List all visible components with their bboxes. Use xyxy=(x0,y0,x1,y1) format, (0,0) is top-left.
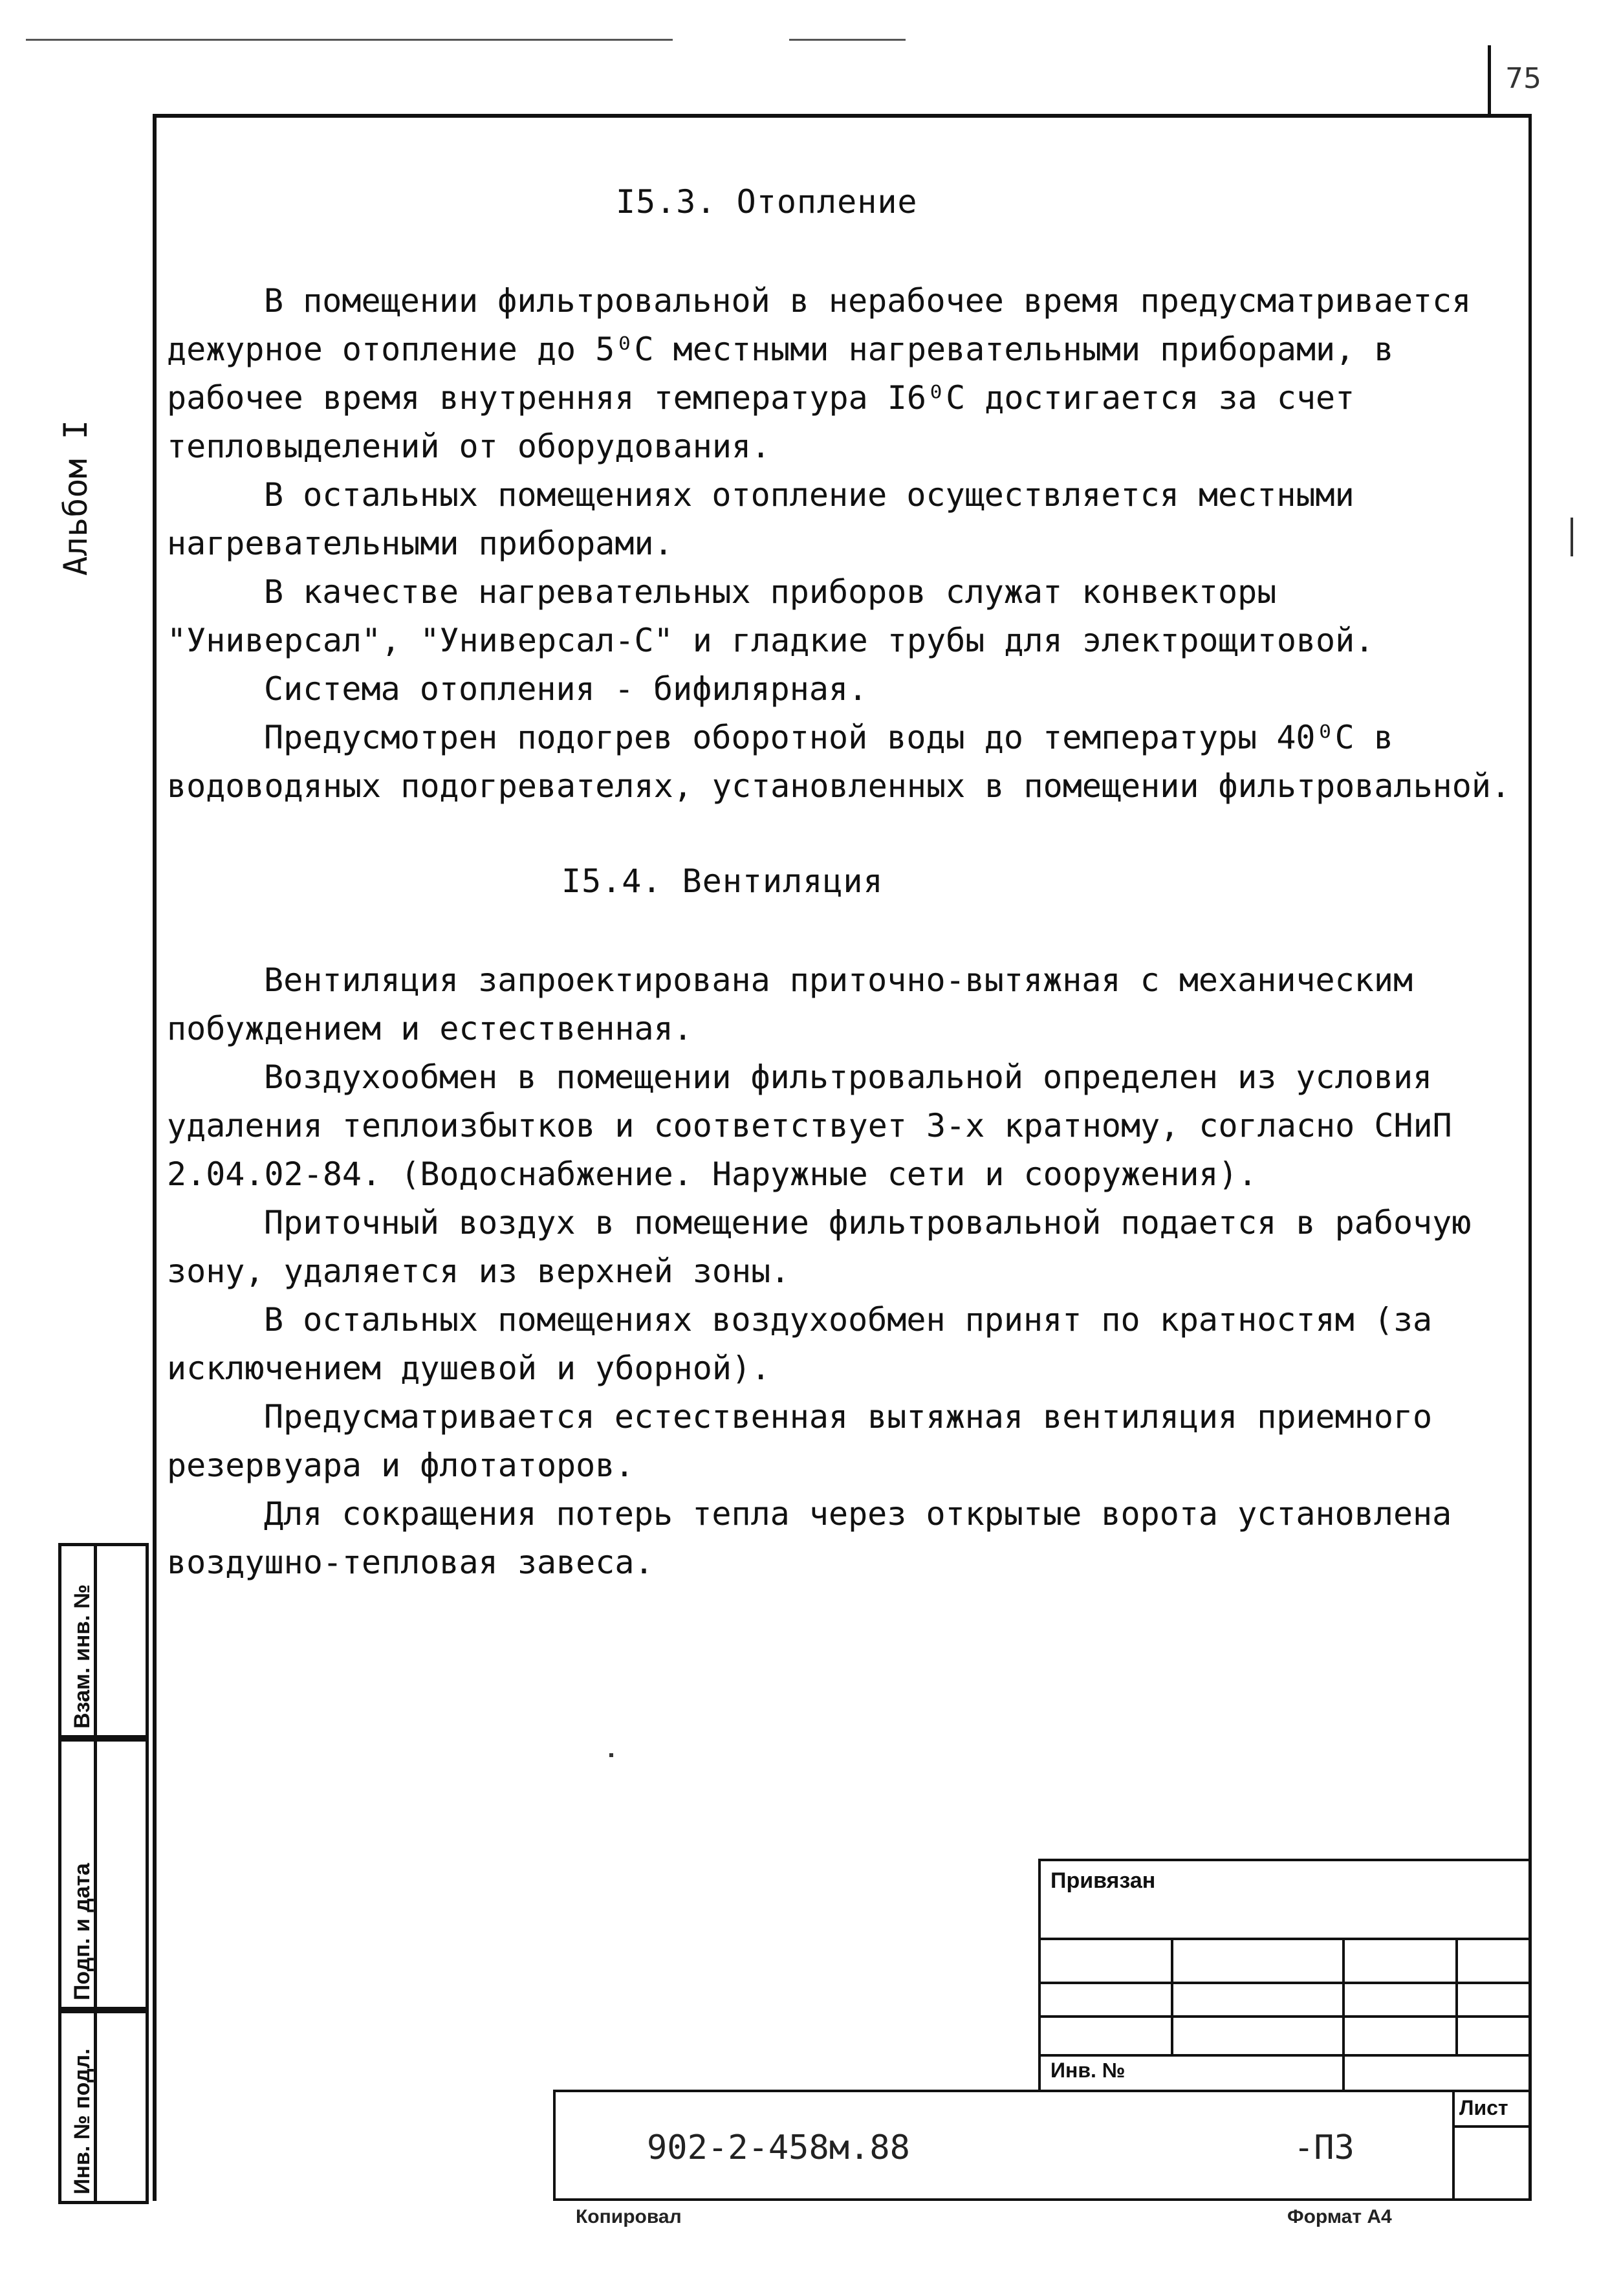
heading-ventilation: I5.4. Вентиляция xyxy=(561,862,884,900)
heading-heating: I5.3. Отопление xyxy=(616,183,918,221)
heating-paragraph-5: Предусмотрен подогрев оборотной воды до температуры 40⁰С в водоводяных подогревателях, установленных в помещении фильтровальной. xyxy=(167,719,1511,805)
ventilation-paragraph-5: Предусматривается естественная вытяжная вентиляция приемного резервуара и флотаторов. xyxy=(167,1398,1433,1484)
heating-paragraph-3: В качестве нагревательных приборов служат конвекторы "Универсал", "Универсал-С" и гладкие трубы для электрощитовой. xyxy=(167,573,1375,659)
ventilation-paragraph-6: Для сокращения потерь тепла через открытые ворота установлена воздушно-тепловая завеса. xyxy=(167,1495,1452,1581)
side-stamp-podp-data xyxy=(58,1738,149,2010)
ventilation-paragraph-3: Приточный воздух в помещение фильтровальной подается в рабочую зону, удаляется из верхней зоны. xyxy=(167,1204,1472,1290)
format-label: Формат А4 xyxy=(1287,2206,1392,2227)
top-rule-dash xyxy=(789,39,906,41)
ventilation-paragraph-1: Вентиляция запроектирована приточно-вытяжная с механическим побуждением и естественная. xyxy=(167,961,1413,1047)
top-rule xyxy=(26,39,673,41)
heating-paragraph-4: Система отопления - бифилярная. xyxy=(264,670,868,708)
inv-no-label: Инв. № xyxy=(1050,2059,1126,2082)
list-label: Лист xyxy=(1459,2096,1508,2119)
document-code: 902-2-458м.88 xyxy=(647,2128,910,2167)
scan-mark xyxy=(1571,518,1573,556)
privyazan-label: Привязан xyxy=(1050,1868,1156,1893)
heating-paragraph-1: В помещении фильтровальной в нерабочее время предусматривается дежурное отопление до 5⁰С местными нагревательными приборами, в рабочее время внутренняя температура I6⁰С достигается за счет тепловыделений от оборудования. xyxy=(167,282,1472,465)
side-stamp-vzam-inv xyxy=(58,1543,149,1738)
podp-data-label: Подп. и дата xyxy=(70,1863,94,2000)
inv-podl-label: Инв. № подл. xyxy=(70,2048,94,2194)
page-number-box xyxy=(1488,45,1565,114)
ventilation-paragraph-2: Воздухообмен в помещении фильтровальной определен из условия удаления теплоизбытков и соответствует 3-х кратному, согласно СНиП 2.04.02-84. (Водоснабжение. Наружные сети и сооружения). xyxy=(167,1058,1452,1193)
heating-paragraph-2: В остальных помещениях отопление осуществляется местными нагревательными приборами. xyxy=(167,476,1354,562)
document-suffix: -ПЗ xyxy=(1294,2128,1354,2167)
ventilation-paragraph-4: В остальных помещениях воздухообмен принят по кратностям (за исключением душевой и уборной). xyxy=(167,1301,1433,1387)
page-number: 75 xyxy=(1505,62,1541,95)
side-stamp-inv-podl xyxy=(58,2010,149,2204)
kopiroval-label: Копировал xyxy=(576,2206,682,2227)
scan-dot xyxy=(609,1753,613,1757)
album-label: Альбом I xyxy=(57,420,94,576)
vzam-inv-label: Взам. инв. № xyxy=(70,1584,94,1729)
